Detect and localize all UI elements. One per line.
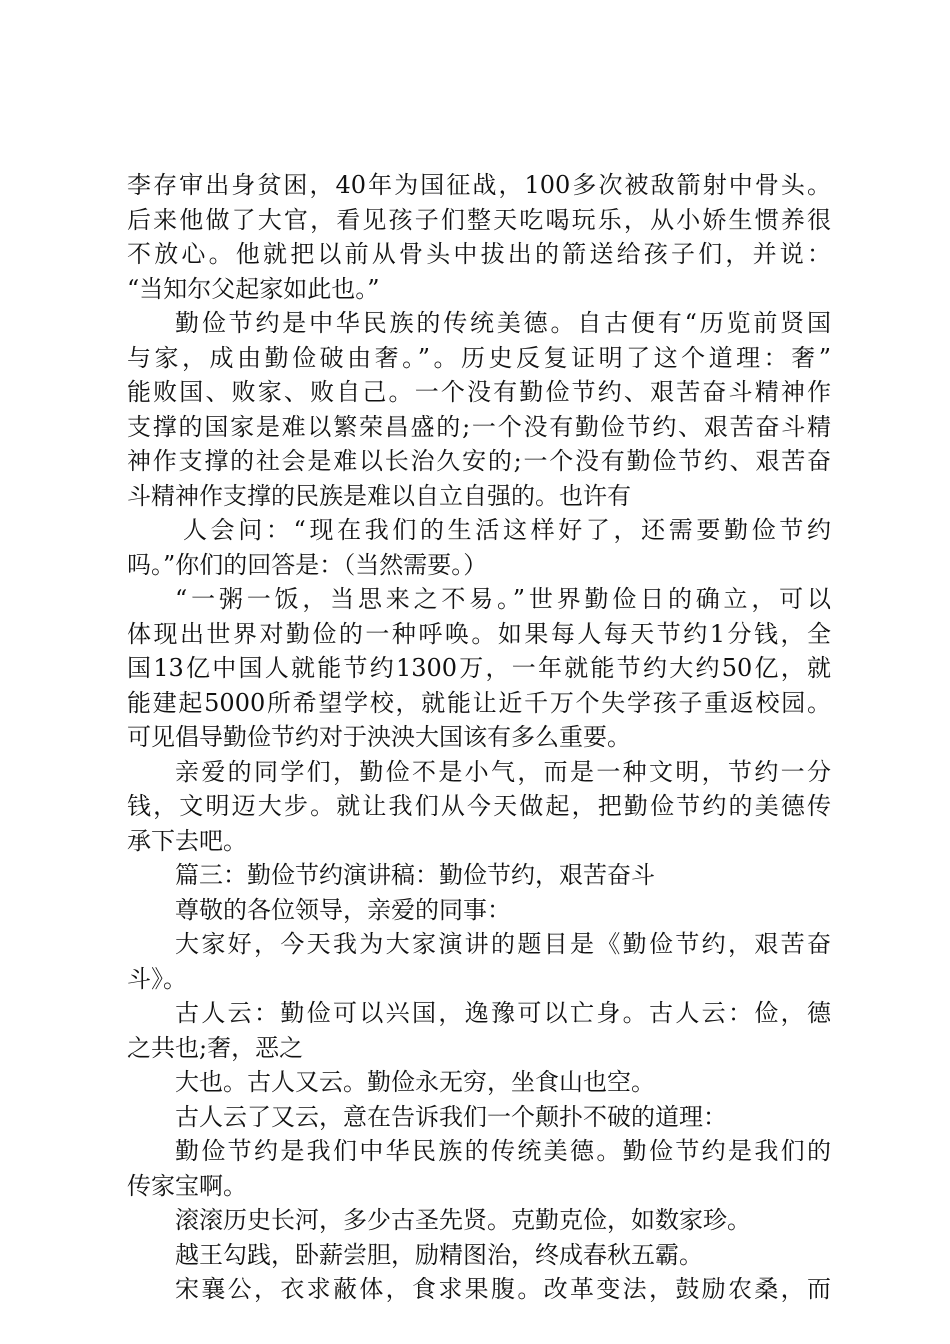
text-line: 能建起5000所希望学校，就能让近千万个失学孩子重返校园。 [127, 688, 831, 717]
paragraph-start-line: 亲爱的同学们，勤俭不是小气，而是一种文明，节约一分 [175, 757, 831, 786]
text-line: 斗精神作支撑的民族是难以自立自强的。也许有 [127, 481, 631, 510]
paragraph-start-line: 古人云了又云，意在告诉我们一个颠扑不破的道理： [175, 1102, 727, 1131]
paragraph-start-line: “一粥一饭，当思来之不易。”世界勤俭日的确立，可以 [175, 585, 831, 613]
document-body [127, 168, 831, 1307]
paragraph-start-line: 人会问：“现在我们的生活这样好了，还需要勤俭节约 [183, 516, 831, 544]
paragraph-start-line: 越王勾践，卧薪尝胆，励精图治，终成春秋五霸。 [175, 1240, 703, 1269]
text-line: 不放心。他就把以前从骨头中拔出的箭送给孩子们，并说： [127, 240, 831, 268]
text-line: 与家，成由勤俭破由奢。”。历史反复证明了这个道理：奢” [127, 343, 831, 372]
text-line: 可见倡导勤俭节约对于泱泱大国该有多么重要。 [127, 723, 631, 751]
text-line: 体现出世界对勤俭的一种呼唤。如果每人每天节约1分钱，全 [127, 619, 831, 648]
paragraph-start-line: 古人云：勤俭可以兴国，逸豫可以亡身。古人云：俭，德 [175, 999, 831, 1027]
paragraph-start-line: 勤俭节约是中华民族的传统美德。自古便有“历览前贤国 [175, 309, 831, 337]
section-heading-line: 篇三：勤俭节约演讲稿：勤俭节约，艰苦奋斗 [175, 861, 655, 889]
text-line: 李存审出身贫困，40年为国征战，100多次被敌箭射中骨头。 [127, 171, 831, 199]
text-line: 传家宝啊。 [127, 1171, 247, 1200]
paragraph-start-line: 大也。古人又云。勤俭永无穷，坐食山也空。 [175, 1068, 655, 1096]
paragraph-start-line: 滚滚历史长河，多少古圣先贤。克勤克俭，如数家珍。 [175, 1206, 751, 1234]
text-line: 神作支撑的社会是难以长治久安的;一个没有勤俭节约、艰苦奋 [127, 447, 831, 475]
text-line: 承下去吧。 [127, 826, 247, 855]
paragraph-start-line: 勤俭节约是我们中华民族的传统美德。勤俭节约是我们的 [175, 1137, 831, 1165]
text-line: 支撑的国家是难以繁荣昌盛的;一个没有勤俭节约、艰苦奋斗精 [127, 412, 831, 441]
text-line: 之共也;奢，恶之 [127, 1033, 304, 1062]
text-line: 国13亿中国人就能节约1300万，一年就能节约大约50亿，就 [127, 654, 831, 682]
text-line: 钱，文明迈大步。就让我们从今天做起，把勤俭节约的美德传 [127, 792, 831, 820]
text-line: 吗。”你们的回答是：（当然需要。） [127, 550, 488, 579]
text-line: 斗》。 [127, 964, 187, 993]
paragraph-start-line: 宋襄公，衣求蔽体，食求果腹。改革变法，鼓励农桑，而 [175, 1275, 831, 1303]
salutation-line: 尊敬的各位领导，亲爱的同事： [175, 895, 511, 924]
text-line: 能败国、败家、败自己。一个没有勤俭节约、艰苦奋斗精神作 [127, 378, 831, 406]
text-line: “当知尔父起家如此也。” [127, 274, 380, 303]
paragraph-start-line: 大家好，今天我为大家演讲的题目是《勤俭节约，艰苦奋 [175, 930, 831, 958]
text-line: 后来他做了大官，看见孩子们整天吃喝玩乐，从小娇生惯养很 [127, 205, 831, 234]
